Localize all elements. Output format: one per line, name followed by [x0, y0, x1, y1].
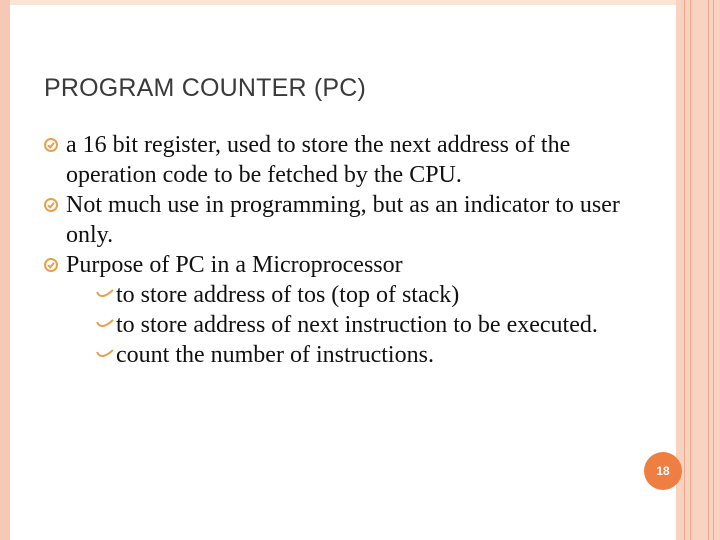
bullet-text: a 16 bit register, used to store the next address of the operation code to be fetched by the CPU.: [66, 132, 571, 188]
frame-line: [684, 0, 685, 540]
sub-bullet-text: to store address of tos (top of stack): [116, 282, 460, 308]
circle-check-bullet-icon: [44, 258, 58, 272]
frame-line: [713, 0, 714, 540]
swoosh-bullet-icon: [96, 348, 114, 362]
bullet-text: Purpose of PC in a Microprocessor: [66, 252, 403, 278]
circle-check-bullet-icon: [44, 138, 58, 152]
slide-frame-left: [0, 0, 10, 540]
sub-bullet-item: [94, 280, 644, 310]
circle-check-bullet-icon: [44, 198, 58, 212]
sub-bullet-item: [94, 310, 644, 340]
slide-number-badge: 18: [644, 452, 682, 490]
sub-bullet-item: [94, 340, 644, 370]
slide-body: [44, 130, 644, 370]
swoosh-bullet-icon: [96, 288, 114, 302]
sub-bullet-text: to store address of next instruction to be executed.: [116, 312, 598, 338]
frame-line: [690, 0, 691, 540]
frame-line: [708, 0, 709, 540]
sub-bullet-text: count the number of instructions.: [116, 342, 434, 368]
slide-title: PROGRAM COUNTER (PC): [44, 74, 367, 102]
bullet-item: [44, 190, 644, 250]
bullet-item: [44, 130, 644, 190]
bullet-text: Not much use in programming, but as an indicator to user only.: [66, 192, 620, 248]
swoosh-bullet-icon: [96, 318, 114, 332]
slide-frame-top: [10, 0, 676, 5]
bullet-item: [44, 250, 644, 280]
